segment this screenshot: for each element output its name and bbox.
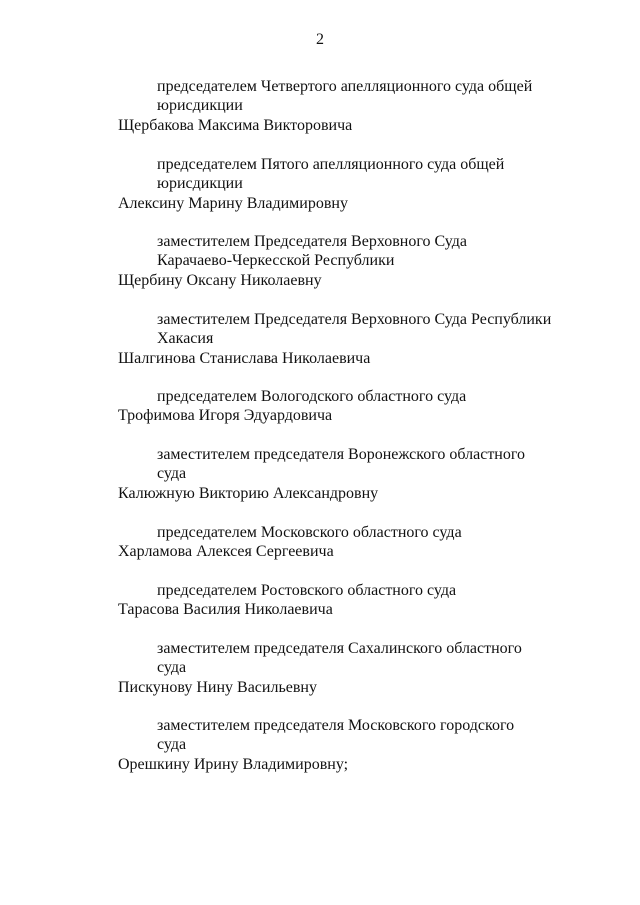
appointment-entry xyxy=(0,387,640,445)
position-title xyxy=(0,155,562,193)
position-line: председателем Ростовского областного суда xyxy=(157,581,457,599)
appointment-entry xyxy=(0,232,640,310)
position-title xyxy=(0,716,562,754)
position-line: председателем Пятого апелляционного суда общей xyxy=(157,155,505,173)
appointment-entry xyxy=(0,716,640,794)
appointment-entry xyxy=(0,639,640,717)
position-line: председателем Четвертого апелляционного суда общей xyxy=(157,78,533,95)
person-name: Щербакова Максима Викторовича xyxy=(118,117,353,134)
position-line: заместителем председателя Воронежского областного xyxy=(157,446,526,463)
appointment-entry xyxy=(0,310,640,388)
position-title xyxy=(0,310,562,348)
position-line: председателем Вологодского областного суда xyxy=(157,388,467,405)
person-name: Алексину Марину Владимировну xyxy=(118,194,348,212)
position-title xyxy=(0,387,562,406)
appointment-entry xyxy=(0,523,640,581)
position-title xyxy=(0,232,562,270)
appointment-list xyxy=(0,77,640,794)
appointment-entry xyxy=(0,445,640,523)
position-line: заместителем Председателя Верховного Суда xyxy=(157,233,467,250)
position-title xyxy=(0,445,562,483)
person-name: Калюжную Викторию Александровну xyxy=(118,485,379,502)
position-title xyxy=(0,77,562,115)
position-line: юрисдикции xyxy=(157,97,243,114)
position-line: суда xyxy=(157,658,187,676)
person-name: Щербину Оксану Николаевну xyxy=(118,272,322,289)
person-name: Пискунову Нину Васильевну xyxy=(118,678,317,696)
appointment-entry xyxy=(0,155,640,233)
position-line: заместителем председателя Сахалинского областного xyxy=(157,639,522,657)
position-title xyxy=(0,639,562,677)
position-line: заместителем председателя Московского городского xyxy=(157,717,515,734)
person-name: Шалгинова Станислава Николаевича xyxy=(118,349,371,367)
person-name: Трофимова Игоря Эдуардовича xyxy=(118,407,333,424)
appointment-entry xyxy=(0,581,640,639)
position-line: Хакасия xyxy=(157,329,214,347)
position-line: председателем Московского областного суда xyxy=(157,523,462,541)
person-name: Орешкину Ирину Владимировну; xyxy=(118,756,349,773)
person-name: Харламова Алексея Сергеевича xyxy=(118,542,334,560)
page-number: 2 xyxy=(316,31,324,48)
position-line: суда xyxy=(157,736,187,753)
person-name: Тарасова Василия Николаевича xyxy=(118,600,333,618)
position-line: суда xyxy=(157,465,187,482)
appointment-entry xyxy=(0,77,640,155)
position-line: юрисдикции xyxy=(157,174,243,192)
position-title xyxy=(0,581,562,600)
position-title xyxy=(0,523,562,542)
position-line: Карачаево-Черкесской Республики xyxy=(157,252,395,269)
position-line: заместителем Председателя Верховного Суда Республики xyxy=(157,310,552,328)
